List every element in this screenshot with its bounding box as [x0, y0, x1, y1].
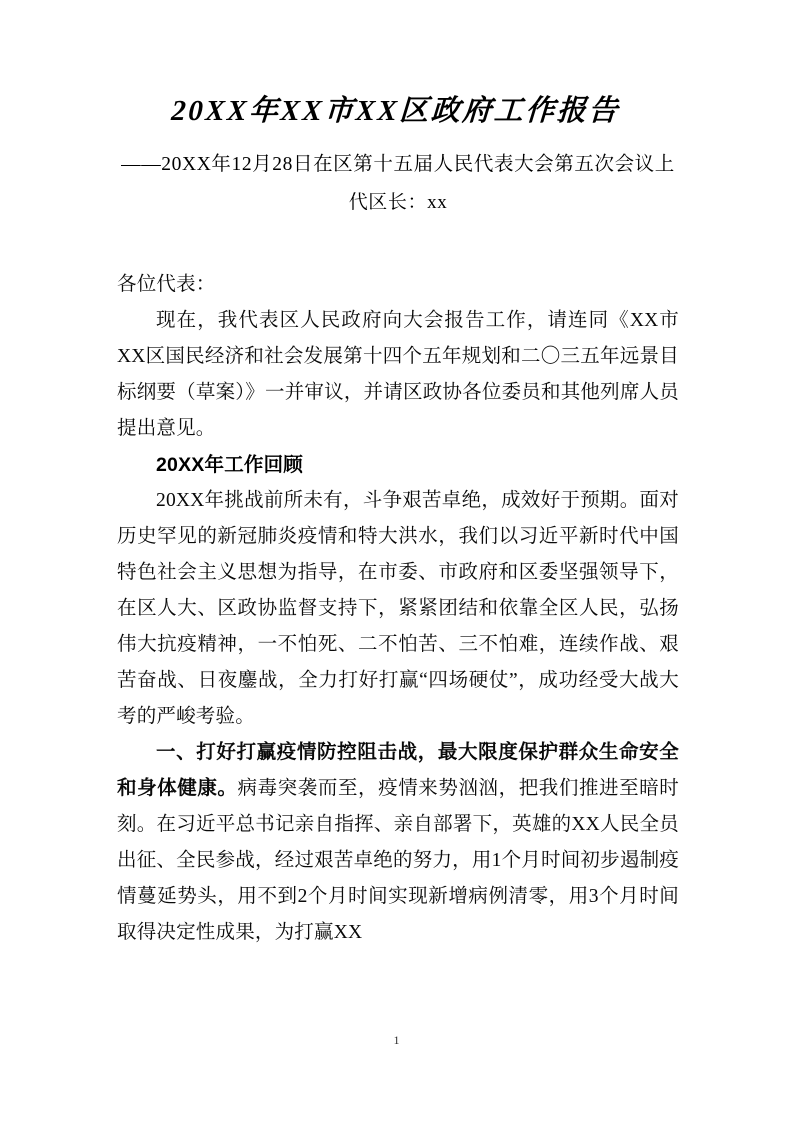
paragraph-work-review: 20XX年挑战前所未有，斗争艰苦卓绝，成效好于预期。面对历史罕见的新冠肺炎疫情和特大洪水，我们以习近平新时代中国特色社会主义思想为指导，在市委、市政府和区委坚强领导下，在区人大、区政协监督支持下，紧紧团结和依靠全区人民，弘扬伟大抗疫精神，一不怕死、二不怕苦、三不怕难，连续作战、艰苦奋战、日夜鏖战，全力打好打赢“四场硬仗”，成功经受大战大考的严峻考验。: [117, 490, 679, 727]
section-heading-work-review: 20XX年工作回顾: [156, 454, 304, 476]
page-title: 20XX年XX市XX区政府工作报告: [170, 95, 621, 127]
item-one-rest: 病毒突袭而至，疫情来势汹汹，把我们推进至暗时刻。在习近平总书记亲自指挥、亲自部署下，英雄的XX人民全员出征、全民参战，经过艰苦卓绝的努力，用1个月时间初步遏制疫情蔓延势头，用不到2个月时间实现新增病例清零，用3个月时间取得决定性成果，为打赢XX: [117, 778, 679, 943]
salutation: 各位代表：: [117, 274, 216, 295]
document-body: [117, 221, 679, 951]
paragraph-item-one: [117, 735, 679, 951]
page-number: 1: [393, 1033, 400, 1047]
document-subtitle: ——20XX年12月28日在区第十五届人民代表大会第五次会议上: [121, 154, 675, 175]
document-byline: 代区长：xx: [348, 192, 448, 213]
item-one-lead: 一、打好打赢疫情防控阻击战，最大限度保护群众生命安全和身体健康。: [117, 742, 679, 799]
paragraph-intro: 现在，我代表区人民政府向大会报告工作，请连同《XX市XX区国民经济和社会发展第十四个五年规划和二〇三五年远景目标纲要（草案）》一并审议，并请区政协各位委员和其他列席人员提出意见。: [117, 310, 679, 439]
document-content: [117, 0, 679, 951]
